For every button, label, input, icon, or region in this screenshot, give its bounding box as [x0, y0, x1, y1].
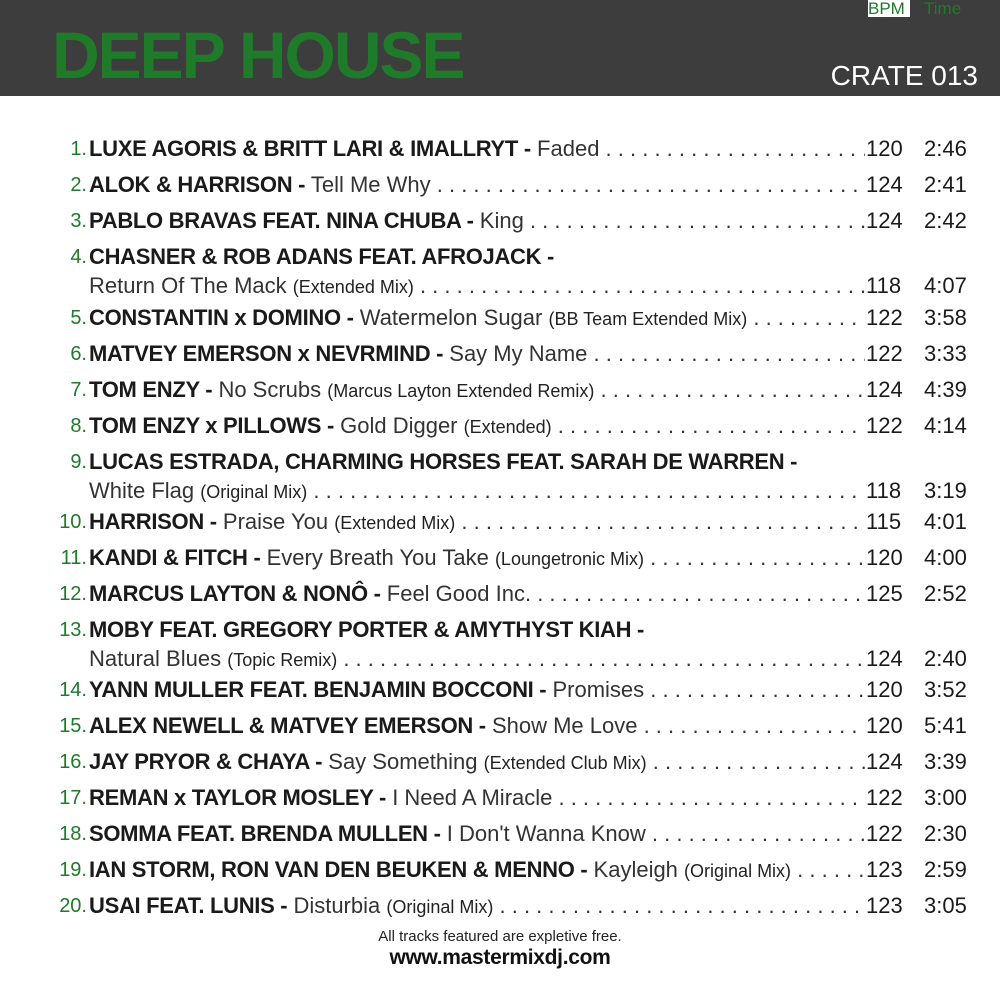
track-mix: (Marcus Layton Extended Remix) [327, 381, 595, 401]
track-number: 11. [60, 547, 87, 569]
track-artist: ALEX NEWELL & MATVEY EMERSON - [89, 713, 486, 738]
track-title: Return Of The Mack [89, 273, 287, 298]
track-artist: LUXE AGORIS & BRITT LARI & IMALLRYT - [89, 136, 531, 161]
track-bpm: 124 [866, 206, 908, 236]
track-mix: (Extended Mix) [334, 513, 456, 533]
track-title: Watermelon Sugar [359, 305, 543, 330]
track-bpm: 115 [866, 507, 908, 537]
track-time: 2:30 [924, 821, 967, 846]
track-title: Show Me Love [491, 713, 638, 738]
track-title: Disturbia [293, 893, 381, 918]
track-artist: MATVEY EMERSON x NEVRMIND - [89, 341, 444, 366]
track-number: 19. [59, 859, 87, 881]
track-bpm: 123 [866, 855, 908, 885]
track-mix: (Loungetronic Mix) [494, 549, 644, 569]
track-time: 2:41 [924, 172, 967, 197]
track-title: Faded [537, 136, 600, 161]
track-artist: TOM ENZY - [89, 377, 213, 402]
track-number: 16. [59, 751, 87, 773]
track-number: 9. [70, 451, 87, 473]
bpm-column-header: BPM [868, 0, 910, 17]
track-bpm: 122 [866, 783, 908, 813]
website-url: www.mastermixdj.com [389, 946, 611, 969]
crate-number: CRATE 013 [830, 60, 978, 91]
track-time: 2:59 [924, 857, 967, 882]
track-artist: LUCAS ESTRADA, CHARMING HORSES FEAT. SARAH DE WARREN - [89, 449, 798, 474]
genre-title: DEEP HOUSE [52, 18, 464, 92]
track-time: 4:01 [924, 509, 967, 534]
track-bpm: 124 [866, 170, 908, 200]
track-number: 6. [70, 343, 87, 365]
track-time: 5:41 [924, 713, 967, 738]
track-title: Every Breath You Take [266, 545, 489, 570]
track-artist: REMAN x TAYLOR MOSLEY - [89, 785, 387, 810]
track-bpm: 124 [866, 375, 908, 405]
track-title: Gold Digger [340, 413, 458, 438]
track-artist: KANDI & FITCH - [89, 545, 261, 570]
track-title: Natural Blues [89, 646, 222, 671]
track-mix: (Extended Mix) [292, 277, 414, 297]
track-time: 4:00 [924, 545, 967, 570]
track-time: 3:39 [924, 749, 967, 774]
track-number: 12. [59, 583, 87, 605]
explicit-notice: All tracks featured are expletive free. [378, 928, 622, 945]
track-number: 18. [59, 823, 87, 845]
track-number: 2. [70, 174, 87, 196]
track-time: 2:42 [924, 208, 967, 233]
track-artist: CONSTANTIN x DOMINO - [89, 305, 354, 330]
track-time: 3:58 [924, 305, 967, 330]
track-number: 8. [70, 415, 87, 437]
track-number: 3. [70, 210, 87, 232]
track-bpm: 120 [866, 543, 908, 573]
track-bpm: 120 [866, 675, 908, 705]
track-time: 2:52 [924, 581, 967, 606]
track-number: 5. [70, 307, 87, 329]
track-time: 3:05 [924, 893, 967, 918]
track-bpm: 123 [866, 891, 908, 921]
track-title: I Don't Wanna Know [446, 821, 646, 846]
track-time: 3:52 [924, 677, 967, 702]
track-time: 4:39 [924, 377, 967, 402]
track-title: Praise You [222, 509, 329, 534]
track-bpm: 122 [866, 339, 908, 369]
track-title: Say My Name [449, 341, 588, 366]
track-bpm: 122 [866, 819, 908, 849]
track-mix: (Extended) [463, 417, 552, 437]
track-bpm: 118 [866, 476, 908, 506]
track-number: 20. [59, 895, 87, 917]
track-bpm: 118 [866, 271, 908, 301]
track-title: Feel Good Inc. [386, 581, 532, 606]
track-mix: (Extended Club Mix) [483, 753, 647, 773]
track-artist: MOBY FEAT. GREGORY PORTER & AMYTHYST KIAH - [89, 617, 645, 642]
track-artist: IAN STORM, RON VAN DEN BEUKEN & MENNO - [89, 857, 588, 882]
track-number: 13. [59, 619, 87, 641]
track-artist: ALOK & HARRISON - [89, 172, 306, 197]
track-artist: MARCUS LAYTON & NONÔ - [89, 581, 381, 606]
track-artist: SOMMA FEAT. BRENDA MULLEN - [89, 821, 441, 846]
track-artist: PABLO BRAVAS FEAT. NINA CHUBA - [89, 208, 474, 233]
track-artist: JAY PRYOR & CHAYA - [89, 749, 323, 774]
track-title: No Scrubs [218, 377, 322, 402]
track-bpm: 124 [866, 747, 908, 777]
track-time: 3:33 [924, 341, 967, 366]
track-title: Kayleigh [593, 857, 678, 882]
track-mix: (Original Mix) [200, 482, 308, 502]
track-mix: (BB Team Extended Mix) [548, 309, 748, 329]
track-number: 14. [59, 679, 87, 701]
track-number: 15. [59, 715, 87, 737]
track-bpm: 122 [866, 303, 908, 333]
track-mix: (Original Mix) [386, 897, 494, 917]
track-bpm: 120 [866, 711, 908, 741]
track-number: 17. [59, 787, 87, 809]
track-mix: (Original Mix) [684, 861, 792, 881]
time-column-header: Time [924, 0, 962, 18]
track-time: 4:07 [924, 273, 967, 298]
track-title: White Flag [89, 478, 195, 503]
header-banner [0, 0, 1000, 96]
track-title: Promises [552, 677, 645, 702]
track-title: Say Something [328, 749, 478, 774]
track-title: King [479, 208, 524, 233]
track-number: 10. [59, 511, 87, 533]
track-artist: HARRISON - [89, 509, 217, 534]
track-time: 4:14 [924, 413, 967, 438]
track-bpm: 120 [866, 134, 908, 164]
track-bpm: 122 [866, 411, 908, 441]
track-number: 1. [70, 138, 87, 160]
track-time: 3:00 [924, 785, 967, 810]
track-artist: CHASNER & ROB ADANS FEAT. AFROJACK - [89, 244, 555, 269]
track-number: 4. [70, 246, 87, 268]
track-title: Tell Me Why [310, 172, 431, 197]
track-title: I Need A Miracle [392, 785, 553, 810]
track-time: 2:40 [924, 646, 967, 671]
track-bpm: 124 [866, 644, 908, 674]
track-time: 3:19 [924, 478, 967, 503]
track-artist: TOM ENZY x PILLOWS - [89, 413, 334, 438]
track-artist: YANN MULLER FEAT. BENJAMIN BOCCONI - [89, 677, 547, 702]
track-mix: (Topic Remix) [227, 650, 338, 670]
track-artist: USAI FEAT. LUNIS - [89, 893, 288, 918]
track-time: 2:46 [924, 136, 967, 161]
track-bpm: 125 [866, 579, 908, 609]
track-number: 7. [70, 379, 87, 401]
